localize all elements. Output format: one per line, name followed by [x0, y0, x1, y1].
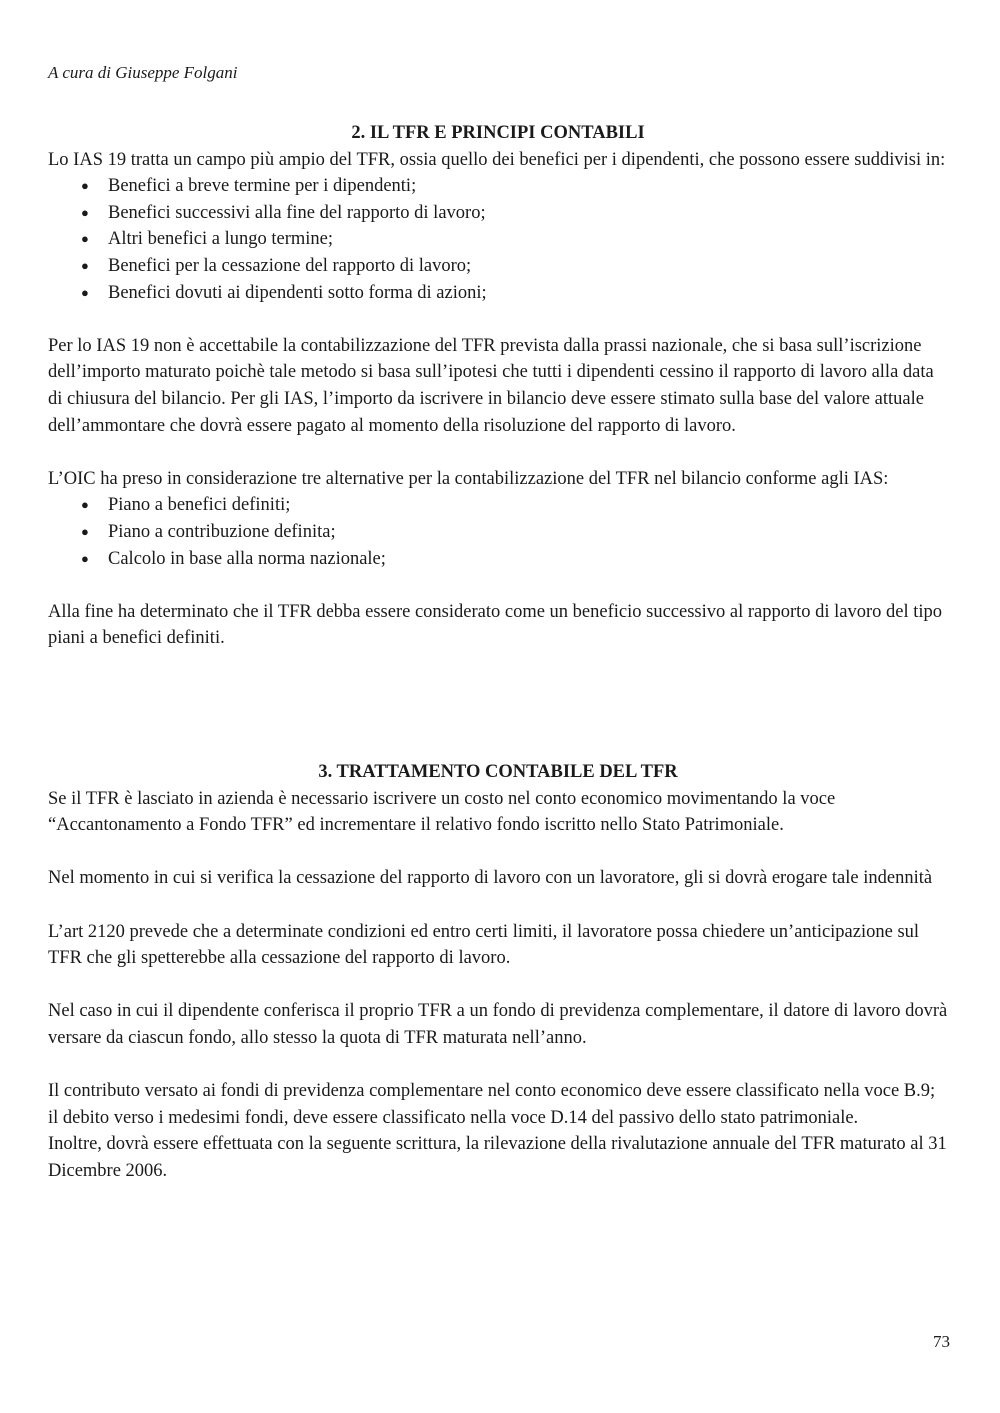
- spacer: [48, 306, 948, 333]
- paragraph-art-2120: L’art 2120 prevede che a determinate condizioni ed entro certi limiti, il lavoratore possa chiedere un’anticipazione sul TFR che gli spetterebbe alla cessazione del rapporto di lavoro.: [48, 921, 920, 969]
- bullet-icon: ●: [81, 204, 89, 220]
- spacer: [48, 439, 948, 466]
- page-header-author: A cura di Giuseppe Folgani: [48, 63, 238, 82]
- list-item: ● Benefici per la cessazione del rapporto di lavoro;: [48, 253, 948, 280]
- list-item: ● Piano a contribuzione definita;: [48, 519, 948, 546]
- paragraph-fondo-previdenza: Nel caso in cui il dipendente conferisca il proprio TFR a un fondo di previdenza complementare, il datore di lavoro dovrà versare da ciascun fondo, allo stesso la quota di TFR maturata nell’anno.: [48, 1001, 948, 1048]
- spacer: [48, 839, 948, 866]
- paragraph-ias-accounting: Per lo IAS 19 non è accettabile la contabilizzazione del TFR prevista dalla prassi nazionale, che si basa sull’iscrizione dell’importo maturato poichè tale metodo si basa sull’ipotesi che tutti i dipendenti cessino il rapporto di lavoro alla data di chiusura del bilancio. Per gli IAS, l’importo da iscrivere in bilancio deve essere stimato sulla base del valore attuale dell’ammontare che dovrà essere pagato al momento della risoluzione del rapporto di lavoro.: [48, 335, 934, 436]
- paragraph-tfr-in-azienda: Se il TFR è lasciato in azienda è necessario iscrivere un costo nel conto economico movimentando la voce “Accantonamento a Fondo TFR” ed incrementare il relativo fondo iscritto nello Stato Patrimoniale.: [48, 788, 836, 836]
- section-title-tfr-principi-contabili: 2. IL TFR E PRINCIPI CONTABILI: [351, 123, 645, 143]
- list-item: ● Calcolo in base alla norma nazionale;: [48, 546, 948, 573]
- paragraph-conclusion: Alla fine ha determinato che il TFR debba essere considerato come un beneficio successivo al rapporto di lavoro del tipo piani a benefici definiti.: [48, 601, 943, 649]
- document-page: [48, 0, 948, 1413]
- spacer: [48, 1052, 948, 1079]
- paragraph-contributo-b9: Il contributo versato ai fondi di previdenza complementare nel conto economico deve essere classificato nella voce B.9; il debito verso i medesimi fondi, deve essere classificato nella voce D.14 del passivo dello stato patrimoniale.: [48, 1081, 936, 1128]
- list-item: ● Piano a benefici definiti;: [48, 492, 948, 519]
- list-item: ● Benefici a breve termine per i dipendenti;: [48, 173, 948, 200]
- spacer: [48, 892, 948, 919]
- spacer: [48, 572, 948, 599]
- bullet-icon: ●: [81, 284, 89, 300]
- section-ias19: [48, 120, 948, 652]
- section-title-trattamento-contabile: 3. TRATTAMENTO CONTABILE DEL TFR: [318, 762, 678, 782]
- list-item: ● Altri benefici a lungo termine;: [48, 226, 948, 253]
- list-item: ● Benefici dovuti ai dipendenti sotto forma di azioni;: [48, 280, 948, 307]
- list-item: ● Benefici successivi alla fine del rapporto di lavoro;: [48, 200, 948, 227]
- paragraph-ias19-intro: Lo IAS 19 tratta un campo più ampio del TFR, ossia quello dei benefici per i dipendenti, che possono essere suddivisi in:: [48, 149, 946, 170]
- paragraph-rivalutazione: Inoltre, dovrà essere effettuata con la seguente scrittura, la rilevazione della rivalutazione annuale del TFR maturato al 31 Dicembre 2006.: [48, 1134, 947, 1181]
- spacer: [48, 972, 948, 999]
- bullet-icon: ●: [81, 550, 89, 566]
- benefits-list: [48, 173, 948, 306]
- bullet-icon: ●: [81, 178, 89, 194]
- section-trattamento-contabile: [48, 759, 948, 1185]
- bullet-icon: ●: [81, 231, 89, 247]
- paragraph-cessazione: Nel momento in cui si verifica la cessazione del rapporto di lavoro con un lavoratore, gli si dovrà erogare tale indennità: [48, 868, 933, 889]
- bullet-icon: ●: [81, 523, 89, 539]
- paragraph-oic-alternatives: L’OIC ha preso in considerazione tre alternative per la contabilizzazione del TFR nel bilancio conforme agli IAS:: [48, 468, 889, 489]
- page-number: 73: [933, 1332, 950, 1351]
- bullet-icon: ●: [81, 257, 89, 273]
- alternatives-list: [48, 492, 948, 572]
- bullet-icon: ●: [81, 497, 89, 513]
